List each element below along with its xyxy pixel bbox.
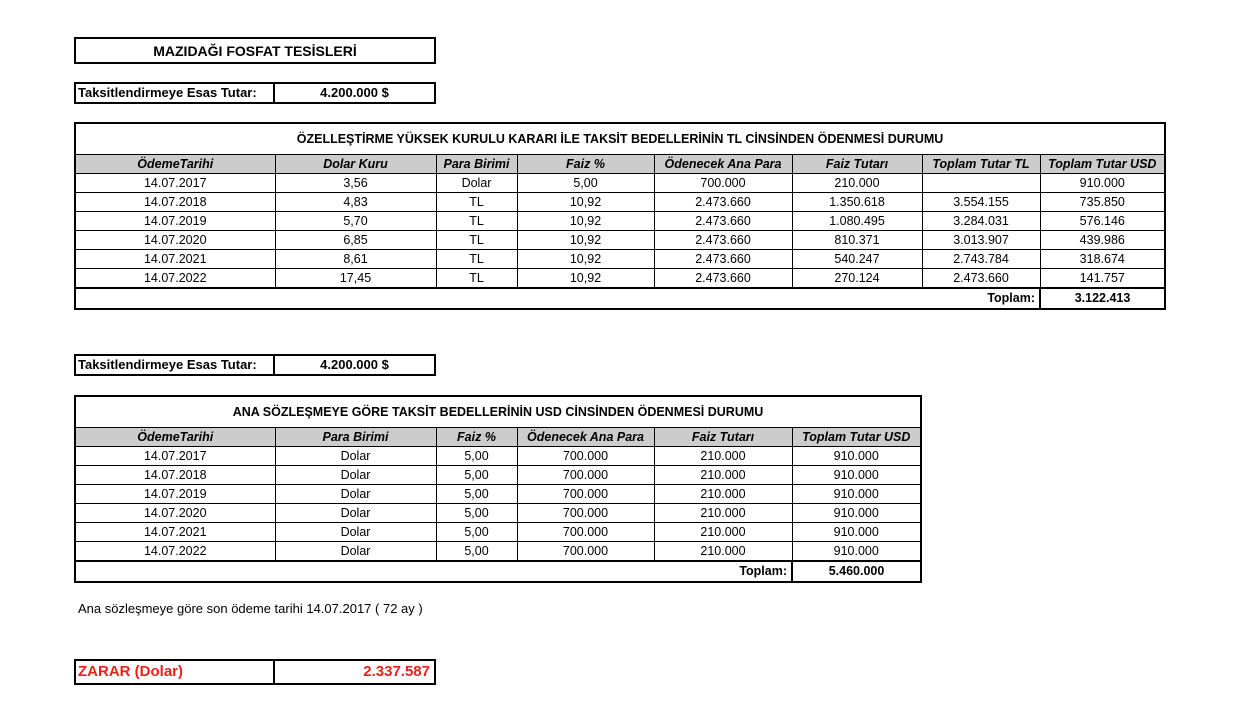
table2-total-value: 5.460.000 <box>792 561 921 582</box>
table2-cell: 910.000 <box>792 485 921 504</box>
table1-cell: 17,45 <box>275 269 436 289</box>
table1-row <box>75 193 1165 212</box>
table2-cell: 14.07.2018 <box>75 466 275 485</box>
table1-cell: 439.986 <box>1040 231 1165 250</box>
table1-header-cell: Toplam Tutar USD <box>1040 155 1165 174</box>
table2-cell: Dolar <box>275 485 436 504</box>
table2-cell: 700.000 <box>517 504 654 523</box>
table1-header-cell: Dolar Kuru <box>275 155 436 174</box>
table1-cell: 910.000 <box>1040 174 1165 193</box>
table2-cell: 5,00 <box>436 485 517 504</box>
table1-cell: 3.013.907 <box>922 231 1040 250</box>
table1-cell: 3,56 <box>275 174 436 193</box>
base-amount-box-2 <box>74 354 436 376</box>
usd-payment-table <box>74 395 922 583</box>
table2-row <box>75 447 921 466</box>
table2-cell: 5,00 <box>436 447 517 466</box>
table1-cell: 210.000 <box>792 174 922 193</box>
facility-title-box <box>74 37 436 64</box>
table2-cell: 5,00 <box>436 466 517 485</box>
table2-cell: 700.000 <box>517 485 654 504</box>
table2-cell: 14.07.2022 <box>75 542 275 562</box>
table1-cell: 540.247 <box>792 250 922 269</box>
table1-cell: 10,92 <box>517 212 654 231</box>
table1-total-label: Toplam: <box>75 288 1040 309</box>
table1-cell <box>922 174 1040 193</box>
table2-cell: 700.000 <box>517 523 654 542</box>
table1-cell: 3.554.155 <box>922 193 1040 212</box>
table1-cell: 5,00 <box>517 174 654 193</box>
table1-cell: TL <box>436 269 517 289</box>
table1-cell: 10,92 <box>517 269 654 289</box>
table2-header-cell: ÖdemeTarihi <box>75 428 275 447</box>
table1-cell: 270.124 <box>792 269 922 289</box>
table1-cell: Dolar <box>436 174 517 193</box>
table2-total-label: Toplam: <box>75 561 792 582</box>
table2-row <box>75 504 921 523</box>
table1-cell: 6,85 <box>275 231 436 250</box>
table2-cell: 14.07.2019 <box>75 485 275 504</box>
table2-cell: 5,00 <box>436 542 517 562</box>
table1-cell: 5,70 <box>275 212 436 231</box>
table2-cell: 700.000 <box>517 466 654 485</box>
loss-label: ZARAR (Dolar) <box>76 661 275 683</box>
table1-cell: 735.850 <box>1040 193 1165 212</box>
table1-title: ÖZELLEŞTİRME YÜKSEK KURULU KARARI İLE TAKSİT BEDELLERİNİN TL CİNSİNDEN ÖDENMESİ DURUMU <box>75 123 1165 155</box>
table2-header-cell: Para Birimi <box>275 428 436 447</box>
table2-cell: 910.000 <box>792 542 921 562</box>
final-date-note: Ana sözleşmeye göre son ödeme tarihi 14.07.2017 ( 72 ay ) <box>78 601 423 616</box>
table2-total-row <box>75 561 921 582</box>
base-amount-value-2: 4.200.000 $ <box>320 357 389 372</box>
table2-row <box>75 466 921 485</box>
table1-cell: 2.743.784 <box>922 250 1040 269</box>
table2-row <box>75 523 921 542</box>
table2-cell: Dolar <box>275 447 436 466</box>
table2-cell: 210.000 <box>654 447 792 466</box>
table1-header-cell: Para Birimi <box>436 155 517 174</box>
table2-cell: Dolar <box>275 466 436 485</box>
table2-header-cell: Faiz Tutarı <box>654 428 792 447</box>
table1-cell: 14.07.2017 <box>75 174 275 193</box>
table2-cell: 14.07.2020 <box>75 504 275 523</box>
table1-header-cell: Faiz Tutarı <box>792 155 922 174</box>
table2-cell: 14.07.2017 <box>75 447 275 466</box>
table1-cell: 14.07.2018 <box>75 193 275 212</box>
table2-cell: 210.000 <box>654 466 792 485</box>
table2-row <box>75 542 921 562</box>
table1-cell: TL <box>436 212 517 231</box>
table1-cell: 2.473.660 <box>922 269 1040 289</box>
table2-cell: 910.000 <box>792 504 921 523</box>
table1-cell: 10,92 <box>517 193 654 212</box>
table2-cell: 700.000 <box>517 447 654 466</box>
table2-cell: Dolar <box>275 523 436 542</box>
table2-cell: 210.000 <box>654 523 792 542</box>
table1-cell: 700.000 <box>654 174 792 193</box>
loss-value: 2.337.587 <box>363 663 430 680</box>
table1-row <box>75 212 1165 231</box>
table1-cell: 14.07.2020 <box>75 231 275 250</box>
table1-cell: 10,92 <box>517 231 654 250</box>
table1-header-cell: Ödenecek Ana Para <box>654 155 792 174</box>
table1-cell: 4,83 <box>275 193 436 212</box>
table2-title: ANA SÖZLEŞMEYE GÖRE TAKSİT BEDELLERİNİN USD CİNSİNDEN ÖDENMESİ DURUMU <box>75 396 921 428</box>
table2-cell: 210.000 <box>654 504 792 523</box>
table1-header-cell: Faiz % <box>517 155 654 174</box>
table2-cell: 5,00 <box>436 504 517 523</box>
table2-cell: 210.000 <box>654 485 792 504</box>
table1-cell: 14.07.2019 <box>75 212 275 231</box>
base-amount-value-1: 4.200.000 $ <box>320 85 389 100</box>
table1-cell: 10,92 <box>517 250 654 269</box>
table1-row <box>75 269 1165 289</box>
base-amount-label-1: Taksitlendirmeye Esas Tutar: <box>76 84 275 102</box>
table1-cell: 576.146 <box>1040 212 1165 231</box>
table1-total-row <box>75 288 1165 309</box>
table1-cell: 2.473.660 <box>654 231 792 250</box>
table1-cell: 318.674 <box>1040 250 1165 269</box>
table1-header-cell: Toplam Tutar TL <box>922 155 1040 174</box>
table2-cell: Dolar <box>275 542 436 562</box>
table1-row <box>75 250 1165 269</box>
table2-cell: 5,00 <box>436 523 517 542</box>
tl-payment-table <box>74 122 1166 310</box>
table1-cell: TL <box>436 250 517 269</box>
table1-cell: 8,61 <box>275 250 436 269</box>
table2-header-cell: Faiz % <box>436 428 517 447</box>
table1-cell: 14.07.2021 <box>75 250 275 269</box>
table1-cell: 1.080.495 <box>792 212 922 231</box>
table1-row <box>75 231 1165 250</box>
table1-cell: 2.473.660 <box>654 269 792 289</box>
table1-cell: 2.473.660 <box>654 193 792 212</box>
table2-header-row <box>75 428 921 447</box>
table1-cell: 1.350.618 <box>792 193 922 212</box>
table2-cell: 210.000 <box>654 542 792 562</box>
table1-cell: 2.473.660 <box>654 250 792 269</box>
table2-header-cell: Ödenecek Ana Para <box>517 428 654 447</box>
facility-title: MAZIDAĞI FOSFAT TESİSLERİ <box>153 42 357 59</box>
table1-cell: 3.284.031 <box>922 212 1040 231</box>
table1-cell: 810.371 <box>792 231 922 250</box>
table1-cell: 141.757 <box>1040 269 1165 289</box>
table1-cell: TL <box>436 193 517 212</box>
base-amount-box-1 <box>74 82 436 104</box>
table1-cell: TL <box>436 231 517 250</box>
table1-header-cell: ÖdemeTarihi <box>75 155 275 174</box>
table1-cell: 14.07.2022 <box>75 269 275 289</box>
table2-row <box>75 485 921 504</box>
table2-cell: Dolar <box>275 504 436 523</box>
table2-cell: 910.000 <box>792 523 921 542</box>
base-amount-label-2: Taksitlendirmeye Esas Tutar: <box>76 356 275 374</box>
table2-cell: 910.000 <box>792 447 921 466</box>
table2-cell: 700.000 <box>517 542 654 562</box>
table2-header-cell: Toplam Tutar USD <box>792 428 921 447</box>
table2-cell: 14.07.2021 <box>75 523 275 542</box>
table2-cell: 910.000 <box>792 466 921 485</box>
loss-box <box>74 659 436 685</box>
table1-total-value: 3.122.413 <box>1040 288 1165 309</box>
table1-cell: 2.473.660 <box>654 212 792 231</box>
table1-row <box>75 174 1165 193</box>
table1-header-row <box>75 155 1165 174</box>
